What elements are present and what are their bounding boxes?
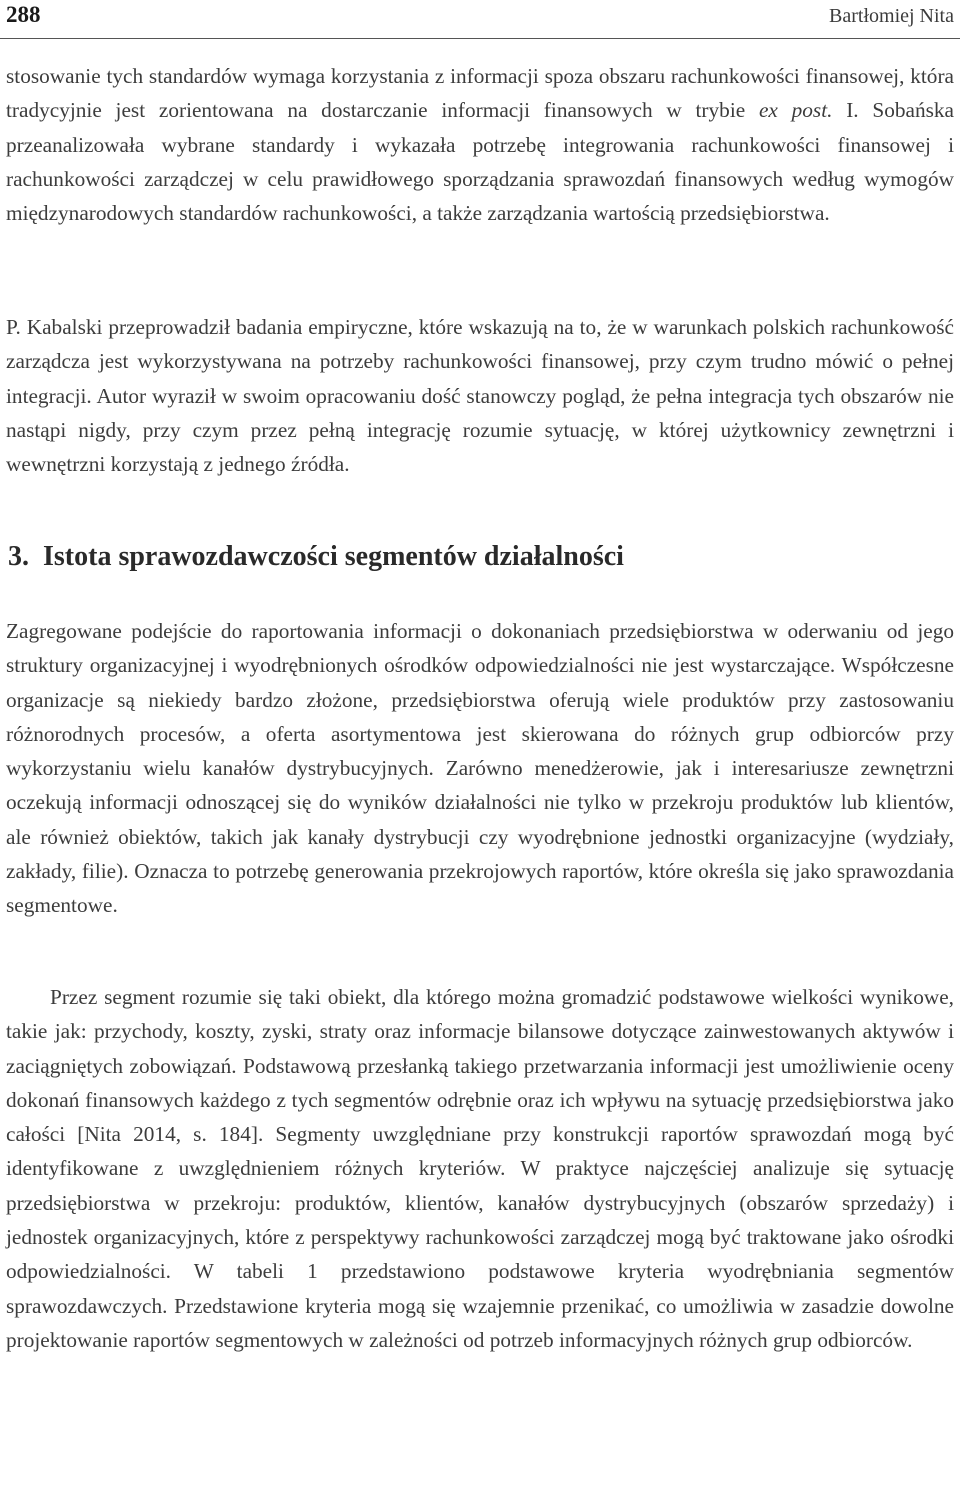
section-number: 3. [8,541,29,572]
page-number: 288 [6,2,41,27]
paragraph-text: I. Sobańska przeanalizowała wybrane standardy i wykazała potrzebę integrowania rachunkowości finansowej i rachunkowości zarządczej w celu prawidłowego sporządzania sprawozdań finansowych według wymogów międzynarodowych standardów rachunkowości, a także zarządzania wartością przedsiębiorstwa. [6,98,954,226]
section-heading [8,541,624,573]
page-header [0,0,960,39]
italic-term: ex post. [758,98,833,123]
paragraph-aggregated-reporting: Zagregowane podejście do raportowania informacji o dokonaniach przedsiębiorstwa w oderwaniu od jego struktury organizacyjnej i wyodrębnionych ośrodków odpowiedzialności nie jest wystarczające. Współczesne organizacje są niekiedy bardzo złożone, przedsiębiorstwa oferują wiele produktów przy zastosowaniu różnorodnych procesów, a oferta asortymentowa jest skierowana do różnych grup odbiorców przy wykorzystaniu wielu kanałów dystrybucyjnych. Zarówno menedżerowie, jak i interesariusze zewnętrzni oczekują informacji odnoszącej się do wyników działalności nie tylko w przekroju produktów lub klientów, ale również obiektów, takich jak kanały dystrybucji czy wyodrębnione jednostki organizacyjne (wydziały, zakłady, filie). Oznacza to potrzebę generowania przekrojowych raportów, które określa się jako sprawozdania segmentowe. [6,619,954,918]
paragraph-text: stosowanie tych standardów wymaga korzystania z informacji spoza obszaru rachunkowości finansowej, która tradycyjnie jest zorientowana na dostarczanie informacji finansowych w trybie [6,64,954,123]
section-title: Istota sprawozdawczości segmentów działalności [43,541,624,572]
paragraph-kabalski: P. Kabalski przeprowadził badania empiryczne, które wskazują na to, że w warunkach polskich rachunkowość zarządcza jest wykorzystywana na potrzeby rachunkowości finansowej, przy czym trudno mówić o pełnej integracji. Autor wyraził w swoim opracowaniu dość stanowczy pogląd, że pełna integracja tych obszarów nie nastąpi nigdy, przy czym przez pełną integrację rozumie sytuację, w której użytkownicy zewnętrzni i wewnętrzni korzystają z jednego źródła. [6,315,954,477]
paragraph-segment-definition: Przez segment rozumie się taki obiekt, dla którego można gromadzić podstawowe wielkości wynikowe, takie jak: przychody, koszty, zyski, straty oraz informacje bilansowe dotyczące zainwestowanych aktywów i zaciągniętych zobowiązań. Podstawową przesłanką takiego przetwarzania informacji jest umożliwienie oceny dokonań finansowych każdego z tych segmentów odrębnie oraz ich wpływu na sytuację przedsiębiorstwa jako całości [Nita 2014, s. 184]. Segmenty uwzględniane przy konstrukcji raportów sprawozdań mogą być identyfikowane z uwzględnieniem różnych kryteriów. W praktyce najczęściej analizuje się sytuację przedsiębiorstwa w przekroju: produktów, klientów, kanałów dystrybucyjnych (obszarów sprzedaży) i jednostek organizacyjnych, które z perspektywy rachunkowości zarządczej mogą być traktowane jako ośrodki odpowiedzialności. W tabeli 1 przedstawiono podstawowe kryteria wyodrębniania segmentów sprawozdawczych. Przedstawione kryteria mogą się wzajemnie przenikać, co umożliwia w zasadzie dowolne projektowanie raportów segmentowych w zależności od potrzeb informacyjnych różnych grup odbiorców. [6,985,954,1352]
running-head-author: Bartłomiej Nita [829,5,954,27]
paragraph-integration-sobanska [6,59,954,230]
